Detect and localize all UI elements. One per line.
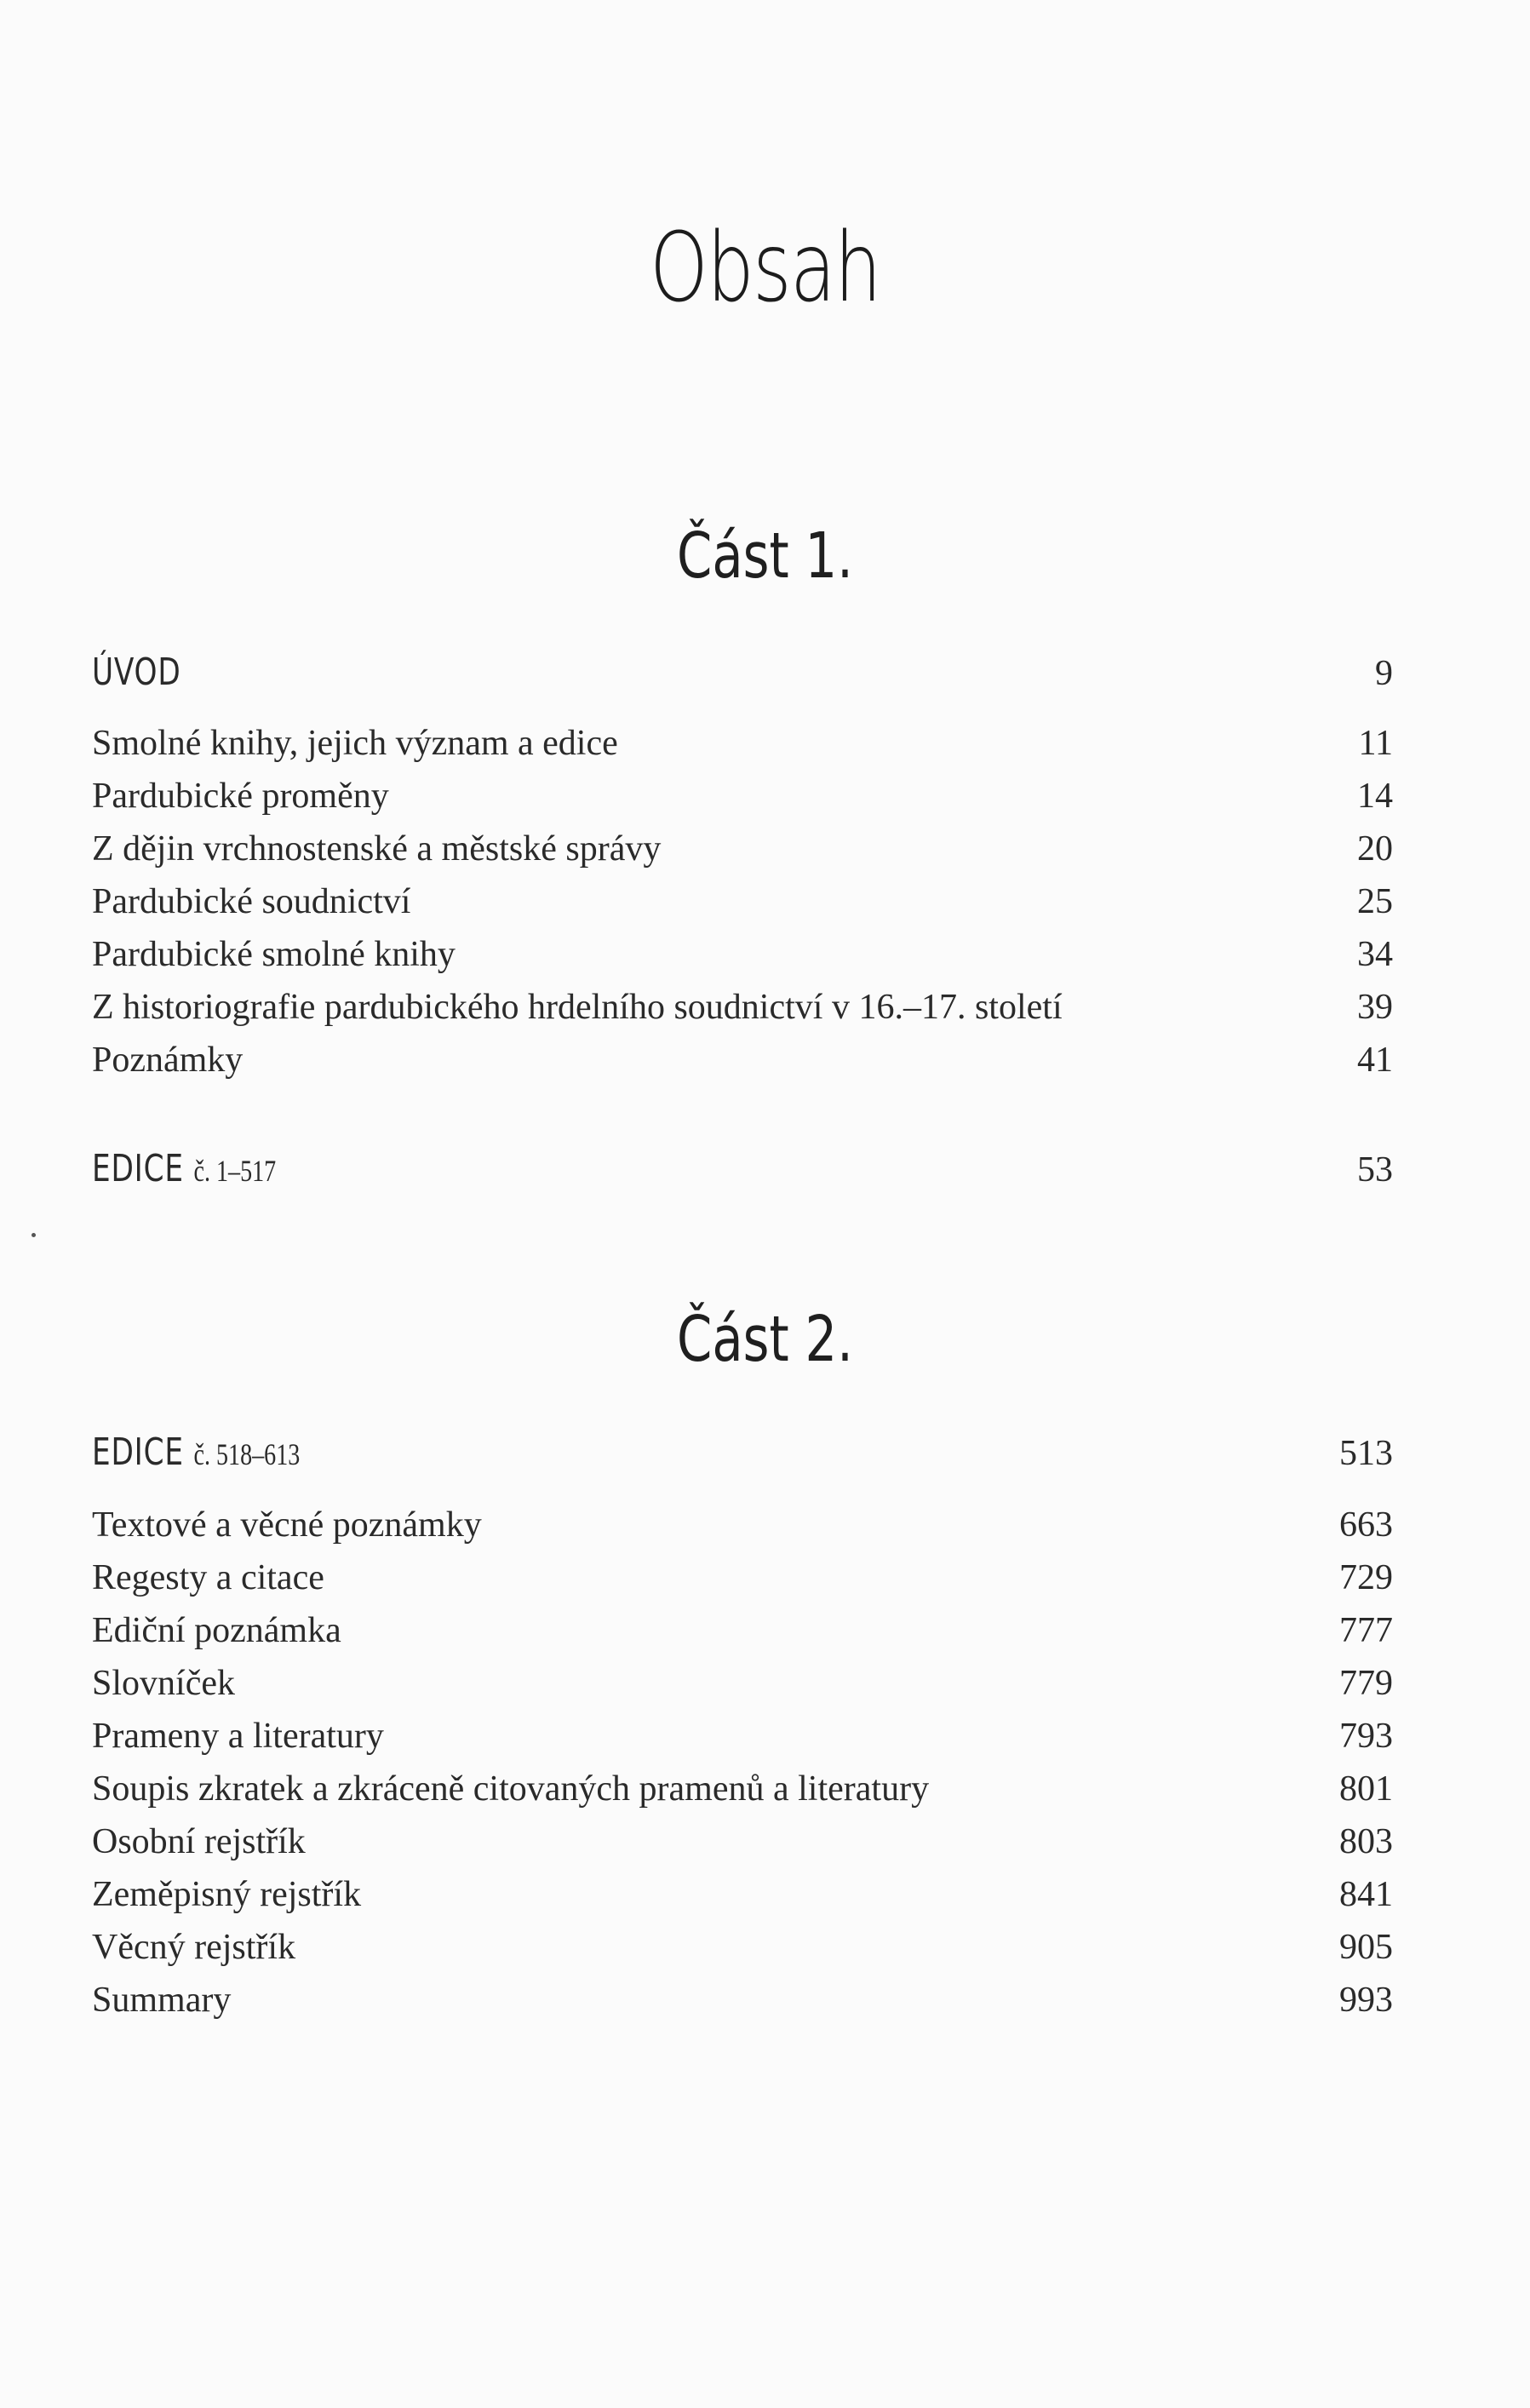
toc-entry[interactable]: [92, 1869, 1393, 1920]
toc-entry-label: Ediční poznámka: [92, 1611, 341, 1650]
toc-entry-label: Věcný rejstřík: [92, 1928, 296, 1967]
toc-entry-label: Pardubické smolné knihy: [92, 935, 456, 974]
scan-speck: [32, 1233, 36, 1237]
toc-page-number: 20: [1357, 829, 1393, 869]
toc-entry-label: Pardubické soudnictví: [92, 882, 411, 921]
toc-page-number: 993: [1339, 1981, 1393, 2020]
toc-entry[interactable]: [92, 1711, 1393, 1762]
toc-entry[interactable]: [92, 876, 1393, 927]
toc-entry[interactable]: [92, 929, 1393, 980]
toc-entry-label: Prameny a literatury: [92, 1717, 384, 1756]
toc-page-number: 14: [1357, 777, 1393, 816]
toc-page-number: 801: [1339, 1769, 1393, 1809]
toc-page-number: 803: [1339, 1822, 1393, 1861]
toc-entry[interactable]: [92, 1499, 1393, 1551]
toc-entry-label: Osobní rejstřík: [92, 1822, 306, 1861]
toc-entry-label: Zeměpisný rejstřík: [92, 1875, 362, 1914]
toc-entry[interactable]: [92, 1552, 1393, 1603]
toc-page-number: 25: [1357, 882, 1393, 921]
toc-page-number: 41: [1357, 1041, 1393, 1080]
toc-page-number: 841: [1339, 1875, 1393, 1914]
toc-entry[interactable]: [92, 1763, 1393, 1815]
toc-section-label: ÚVOD: [92, 651, 181, 694]
toc-entry-label: Z historiografie pardubického hrdelního soudnictví v 16.–17. století: [92, 988, 1063, 1027]
toc-section-range: č. 1–517: [193, 1154, 277, 1188]
toc-entry[interactable]: [92, 1035, 1393, 1086]
toc-entry-label: Pardubické proměny: [92, 777, 389, 816]
toc-entry-label: Slovníček: [92, 1664, 235, 1703]
toc-entry-label: Z dějin vrchnostenské a městské správy: [92, 829, 662, 869]
toc-page-number: 905: [1339, 1928, 1393, 1967]
toc-page-number: 663: [1339, 1505, 1393, 1545]
toc-section-label: EDICE č. 1–517: [92, 1147, 277, 1190]
toc-page-number: 513: [1339, 1434, 1393, 1473]
toc-page-number: 729: [1339, 1558, 1393, 1597]
toc-entry-label: Smolné knihy, jejich význam a edice: [92, 724, 618, 763]
toc-entry-label: Soupis zkratek a zkráceně citovaných pramenů a literatury: [92, 1769, 930, 1809]
toc-page-number: 53: [1357, 1150, 1393, 1190]
toc-page-number: 777: [1339, 1611, 1393, 1650]
toc-page-number: 779: [1339, 1664, 1393, 1703]
toc-section-range: č. 518–613: [193, 1437, 301, 1471]
toc-section-uvod[interactable]: [92, 647, 1393, 698]
toc-entry[interactable]: [92, 771, 1393, 822]
toc-entry[interactable]: [92, 1816, 1393, 1867]
toc-section-label: EDICE č. 518–613: [92, 1430, 301, 1474]
toc-entry-label: Poznámky: [92, 1041, 244, 1080]
part-2-heading: Část 2.: [677, 1303, 853, 1376]
toc-entry[interactable]: [92, 1605, 1393, 1656]
toc-entry[interactable]: [92, 823, 1393, 874]
toc-entry-label: Summary: [92, 1981, 232, 2020]
toc-section-edice-1[interactable]: [92, 1144, 1393, 1195]
toc-entry[interactable]: [92, 1975, 1393, 2026]
toc-entry-label: Textové a věcné poznámky: [92, 1505, 482, 1545]
part-1-heading: Část 1.: [677, 519, 853, 593]
toc-page-number: 11: [1358, 724, 1393, 763]
toc-entry[interactable]: [92, 1922, 1393, 1973]
toc-page-number: 34: [1357, 935, 1393, 974]
toc-section-edice-2[interactable]: [92, 1427, 1393, 1478]
toc-page-number: 793: [1339, 1717, 1393, 1756]
toc-entry[interactable]: [92, 718, 1393, 769]
toc-page-number: 9: [1375, 654, 1393, 693]
toc-page-number: 39: [1357, 988, 1393, 1027]
toc-entry[interactable]: [92, 982, 1393, 1033]
page-title: Obsah: [650, 213, 880, 324]
toc-entry[interactable]: [92, 1658, 1393, 1709]
toc-entry-label: Regesty a citace: [92, 1558, 324, 1597]
